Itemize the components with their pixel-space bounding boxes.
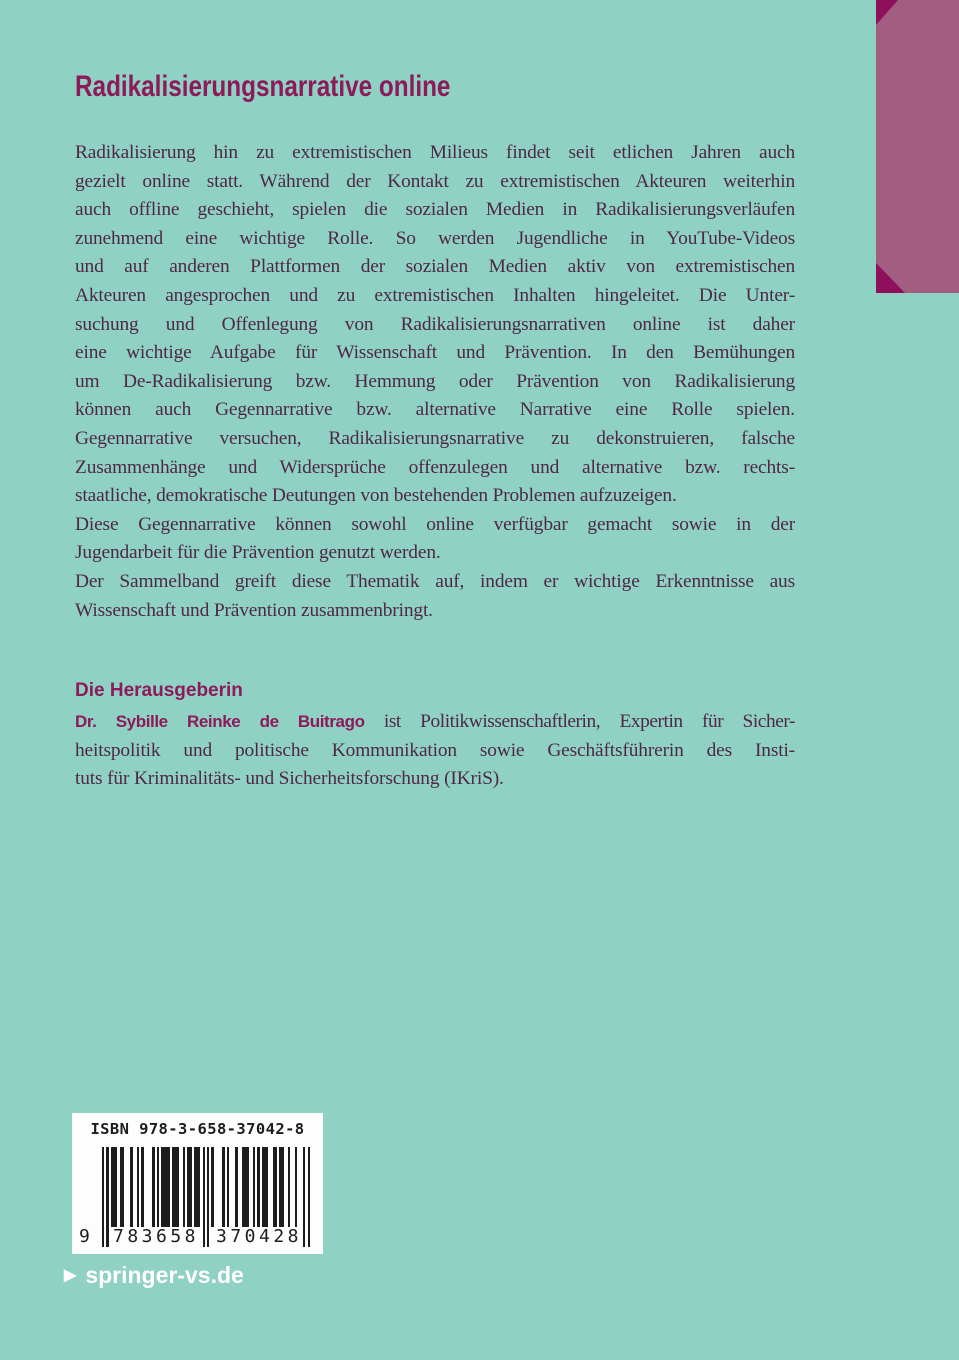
publisher-url: springer-vs.de (85, 1262, 244, 1288)
barcode-digits-right: 370428 (215, 1226, 303, 1247)
blurb-line: und auf anderen Plattformen der sozialen Medien aktiv von extremistischen (75, 256, 795, 278)
bio-line: heitspolitik und politische Kommunikation sowie Geschäftsführerin des Insti- (75, 739, 795, 761)
blurb-line: gezielt online statt. Während der Kontakt zu extremistischen Akteuren weiterhin (75, 170, 795, 192)
blurb-line: können auch Gegennarrative bzw. alternative Narrative eine Rolle spielen. (75, 399, 795, 421)
page-title: Radikalisierungsnarrative online (75, 70, 451, 103)
editor-bio (75, 708, 795, 794)
blurb-line: suchung und Offenlegung von Radikalisierungsnarrativen online ist daher (75, 313, 795, 335)
blurb-line: Akteuren angesprochen und zu extremistischen Inhalten hingeleitet. Die Unter- (75, 284, 795, 306)
barcode-digit-lead: 9 (79, 1226, 90, 1247)
blurb-paragraph (75, 568, 795, 625)
publisher-arrow-icon: ▶ (64, 1267, 77, 1284)
editor-heading: Die Herausgeberin (75, 680, 243, 701)
blurb-line: zunehmend eine wichtige Rolle. So werden Jugendliche in YouTube-Videos (75, 227, 795, 249)
bio-line: tuts für Kriminalitäts- und Sicherheitsforschung (IKriS). (75, 768, 504, 790)
blurb-paragraph (75, 511, 795, 568)
corner-ribbon (876, 0, 959, 293)
blurb-line: Zusammenhänge und Widersprüche offenzulegen und alternative bzw. rechts- (75, 456, 795, 478)
blurb-paragraph (75, 139, 795, 511)
isbn-box (72, 1113, 323, 1254)
bio-line: Dr. Sybille Reinke de Buitrago ist Politikwissenschaftlerin, Expertin für Sicher- (75, 711, 795, 732)
blurb-line: Wissenschaft und Prävention zusammenbringt. (75, 599, 433, 621)
blurb-line: Der Sammelband greift diese Thematik auf, indem er wichtige Erkenntnisse aus (75, 570, 795, 592)
blurb-line: eine wichtige Aufgabe für Wissenschaft und Prävention. In den Bemühungen (75, 342, 795, 364)
editor-name: Dr. Sybille Reinke de Buitrago (75, 712, 365, 731)
blurb (75, 139, 795, 625)
blurb-line: staatliche, demokratische Deutungen von bestehenden Problemen aufzuzeigen. (75, 485, 677, 507)
blurb-line: um De-Radikalisierung bzw. Hemmung oder Prävention von Radikalisierung (75, 370, 795, 392)
blurb-line: Radikalisierung hin zu extremistischen Milieus findet seit etlichen Jahren auch (75, 142, 795, 163)
isbn-label: ISBN 978-3-658-37042-8 (90, 1120, 305, 1138)
blurb-line: Diese Gegennarrative können sowohl online verfügbar gemacht sowie in der (75, 513, 795, 535)
ribbon-triangle-bottom-icon (876, 263, 905, 293)
barcode-digits-left: 783658 (112, 1226, 200, 1247)
blurb-line: Jugendarbeit für die Prävention genutzt werden. (75, 542, 441, 564)
blurb-line: Gegennarrative versuchen, Radikalisierungsnarrative zu dekonstruieren, falsche (75, 427, 795, 449)
publisher-mark (64, 1262, 244, 1289)
blurb-line: auch offline geschieht, spielen die sozialen Medien in Radikalisierungsverläufen (75, 199, 795, 221)
ribbon-triangle-top-icon (876, 0, 898, 25)
